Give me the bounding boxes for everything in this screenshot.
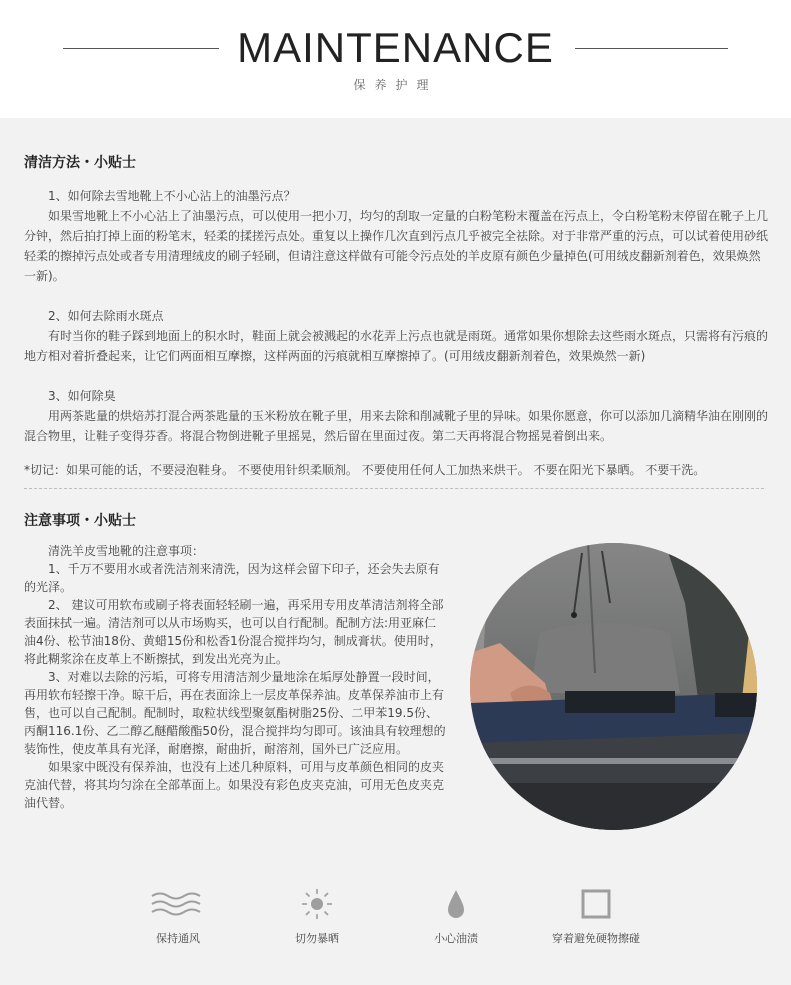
answer-3: 用两茶匙量的烘焙苏打混合两茶匙量的玉米粉放在靴子里，用来去除和削减靴子里的异味。如果你愿意，你可以添加几滴精华油在刚刚的混合物里，让鞋子变得芬香。将混合物倒进靴子里摇晃，然后留在里面过夜。第二天再将混合物摇晃着倒出来。 [24,409,769,443]
page-subtitle: 保养护理 [353,78,438,92]
cleaning-section-title: 清洁方法・小贴士 [24,155,136,171]
care-label-hard-objects: 穿着避免硬物擦碰 [552,932,640,945]
care-label-no-sun: 切勿暴晒 [295,932,339,945]
care-item-ventilation [108,888,248,946]
square-icon [580,888,612,920]
wind-icon [148,888,208,920]
care-item-no-sun [247,888,387,946]
question-3: 3、如何除臭 [48,389,116,403]
care-label-ventilation: 保持通风 [156,932,200,945]
title-line-right [575,48,728,49]
notes-point-4: 如果家中既没有保养油，也没有上述几种原料，可用与皮革颜色相同的皮夹克油代替，将其均匀涂在全部革面上。如果没有彩色皮夹克油，可用无色皮夹克油代替。 [24,760,445,810]
notes-point-2: 2、 建议可用软布或刷子将表面轻轻刷一遍，再采用专用皮革清洁剂将全部表面抹拭一遍。清洁剂可以从市场购买，也可以自行配制。配制方法:用亚麻仁油4份、松节油18份、黄蜡15份和松香1份混合搅拌均匀，制成膏状。使用时，将此糊浆涂在皮革上不断擦拭，到发出光亮为止。 [24,598,444,666]
care-item-hard-objects [526,888,666,946]
page-title: MAINTENANCE [237,24,554,71]
answer-2: 有时当你的鞋子踩到地面上的积水时，鞋面上就会被溅起的水花弄上污点也就是雨斑。通常如果你想除去这些雨水斑点，只需将有污痕的地方相对着折叠起来，让它们两面相互摩擦，这样两面的污痕就相互摩擦掉了。(可用绒皮翻新剂着色，效果焕然一新) [24,329,769,363]
notes-intro: 清洗羊皮雪地靴的注意事项： [48,544,205,558]
question-1: 1、如何除去雪地靴上不小心沾上的油墨污点？ [48,189,296,203]
notes-point-3: 3、对难以去除的污垢，可将专用清洁剂少量地涂在垢厚处静置一段时间，再用软布轻擦干净。晾干后，再在表面涂上一层皮革保养油。皮革保养油市上有售，也可以自己配制。配制时，取粒状线型聚氨酯树脂25份、二甲苯19.5份、丙酮116.1份、乙二醇乙醚醋酸酯50份，混合搅拌均匀即可。该油具有较理想的装饰性，使皮革具有光泽，耐磨擦，耐曲折，耐溶剂，国外已广泛应用。 [24,670,446,756]
care-item-oil [386,888,526,946]
header [0,0,791,118]
section-divider [24,488,764,489]
care-icons-row [0,888,791,978]
sun-icon [299,888,335,920]
care-label-oil: 小心油渍 [434,932,478,945]
cleaning-section-text [24,186,769,480]
notes-section-title: 注意事项・小贴士 [24,513,136,529]
notes-section-text [24,542,446,812]
drop-icon [444,888,468,920]
care-note: *切记：如果可能的话，不要浸泡鞋身。 不要使用针织柔顺剂。 不要使用任何人工加热来烘干。 不要在阳光下暴晒。 不要干洗。 [24,463,706,477]
question-2: 2、如何去除雨水斑点 [48,309,164,323]
main-content [0,118,791,985]
cleaning-photo [470,543,757,830]
notes-point-1: 1、千万不要用水或者洗洁剂来清洗，因为这样会留下印子，还会失去原有的光泽。 [24,562,440,594]
answer-1: 如果雪地靴上不小心沾上了油墨污点，可以使用一把小刀，均匀的刮取一定量的白粉笔粉末覆盖在污点上，令白粉笔粉末停留在靴子上几分钟，然后拍打掉上面的粉笔末，轻柔的揉搓污点处。重复以上操作几次直到污点几乎被完全祛除。对于非常严重的污点，可以试着使用砂纸轻柔的擦掉污点处或者专用清理绒皮的刷子轻刷，但请注意这样做有可能令污点处的羊皮原有颜色少量掉色(可用绒皮翻新剂着色，效果焕然一新)。 [24,209,769,283]
